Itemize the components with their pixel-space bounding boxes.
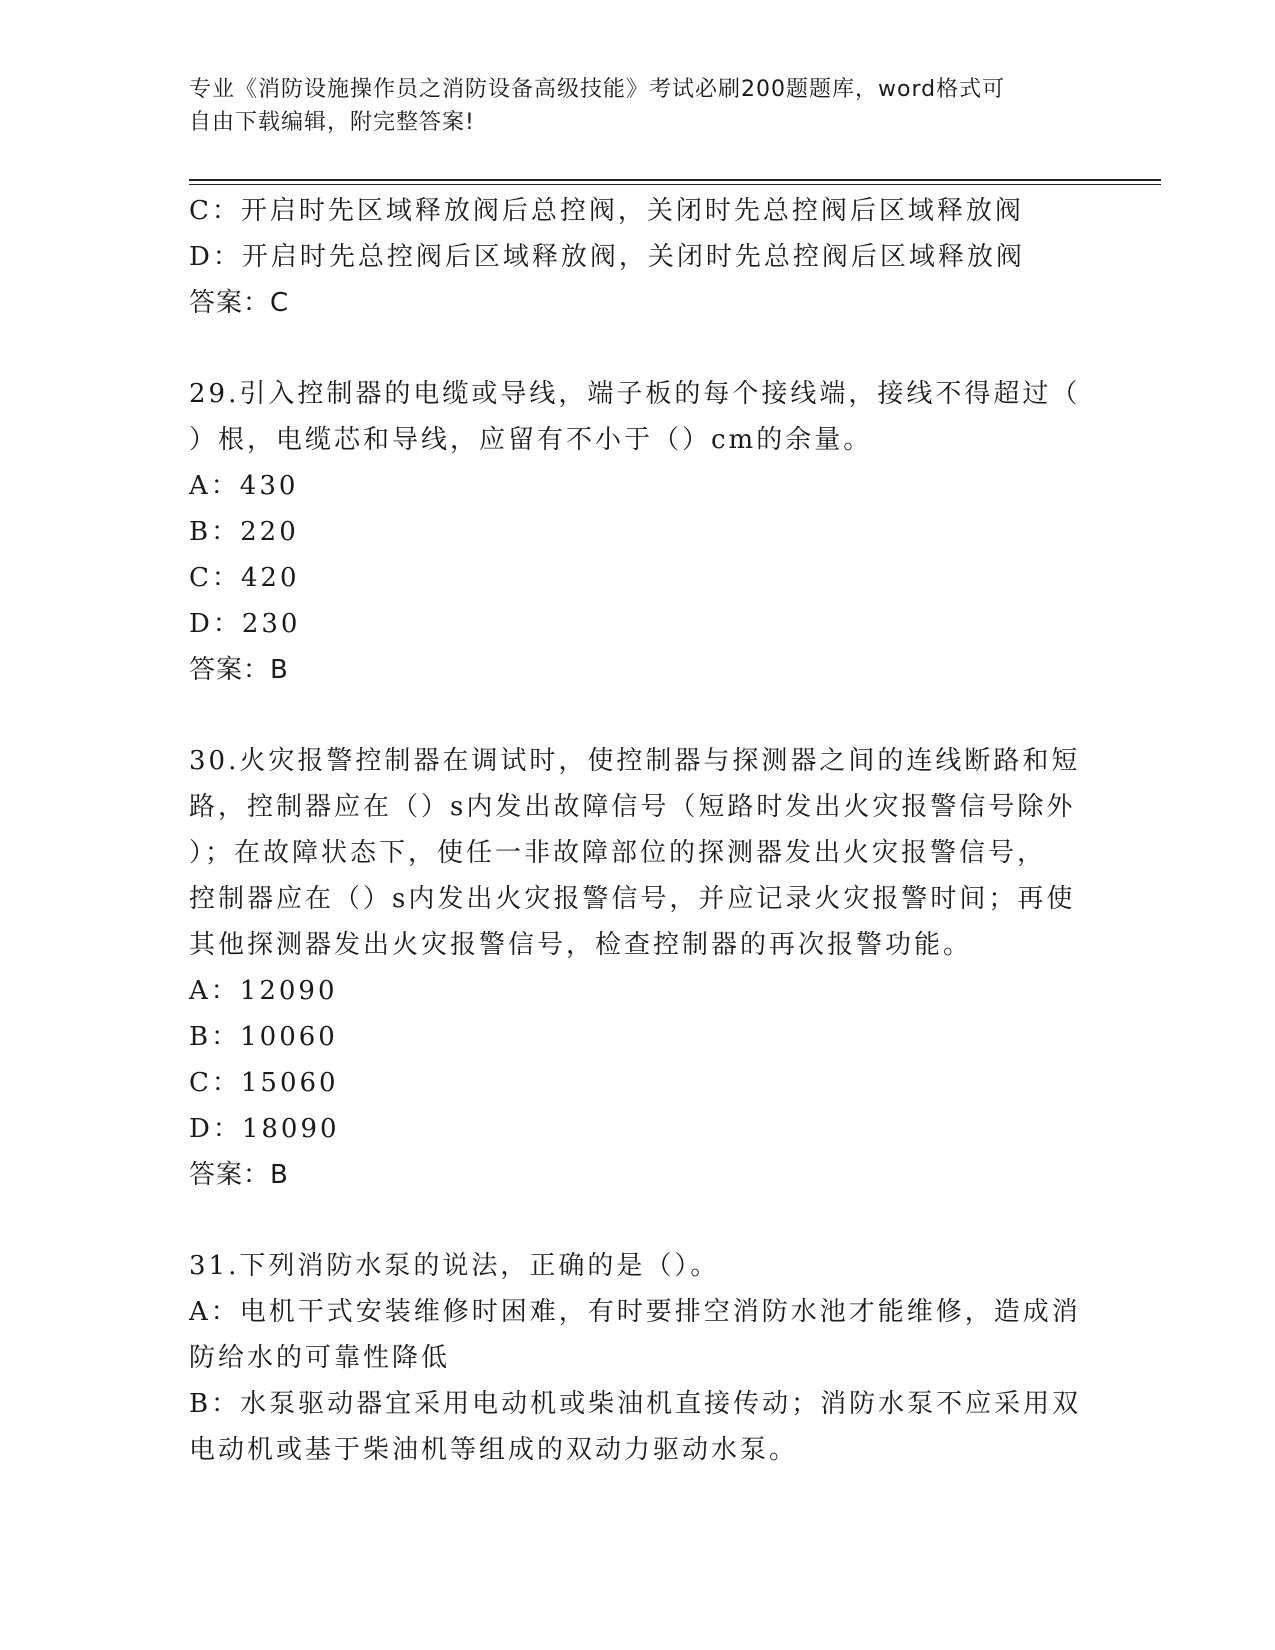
header-title-line2: 自由下载编辑，附完整答案! [189,110,475,135]
option-d: D：18090 [189,1114,340,1144]
option-c: C：420 [189,563,300,593]
option-a: A：430 [189,471,299,501]
option-d: D：开启时先总控阀后区域释放阀，关闭时先总控阀后区域释放阀 [189,242,1025,272]
answer: 答案：C [189,288,290,318]
option-a-continued: 防给水的可靠性降低 [189,1343,451,1373]
header-divider-thick [189,179,1161,181]
document-body [189,188,1089,1473]
question-stem: ）根，电缆芯和导线，应留有不小于（）cm的余量。 [189,425,873,455]
question-stem: 29.引入控制器的电缆或导线，端子板的每个接线端，接线不得超过（ [189,379,1081,409]
option-c: C：15060 [189,1068,339,1098]
question-stem: 控制器应在（）s内发出火灾报警信号，并应记录火灾报警时间；再使 [189,884,1076,914]
question-stem: 30.火灾报警控制器在调试时，使控制器与探测器之间的连线断路和短 [189,746,1081,776]
option-c: C：开启时先区域释放阀后总控阀，关闭时先总控阀后区域释放阀 [189,196,1024,226]
question-28 [189,188,1089,326]
question-31 [189,1243,1089,1473]
question-stem: 31.下列消防水泵的说法，正确的是（）。 [189,1251,720,1281]
option-b: B：10060 [189,1022,338,1052]
option-b: B：水泵驱动器宜采用电动机或柴油机直接传动；消防水泵不应采用双 [189,1389,1082,1419]
question-30 [189,738,1089,1198]
answer: 答案：B [189,1160,289,1190]
answer: 答案：B [189,655,289,685]
option-a: A：电机干式安装维修时困难，有时要排空消防水池才能维修，造成消 [189,1297,1081,1327]
header-title-line1: 专业《消防设施操作员之消防设备高级技能》考试必刷200题题库，word格式可 [189,77,1006,102]
question-stem: 其他探测器发出火灾报警信号，检查控制器的再次报警功能。 [189,930,973,960]
page-header [189,73,1069,139]
option-b-continued: 电动机或基于柴油机等组成的双动力驱动水泵。 [189,1435,799,1465]
option-a: A：12090 [189,976,338,1006]
question-stem: 路，控制器应在（）s内发出故障信号（短路时发出火灾报警信号除外 [189,792,1076,822]
header-divider-thin [189,184,1161,185]
option-b: B：220 [189,517,299,547]
question-stem: ）；在故障状态下，使任一非故障部位的探测器发出火灾报警信号， [189,838,1047,868]
question-29 [189,371,1089,693]
option-d: D：230 [189,609,301,639]
